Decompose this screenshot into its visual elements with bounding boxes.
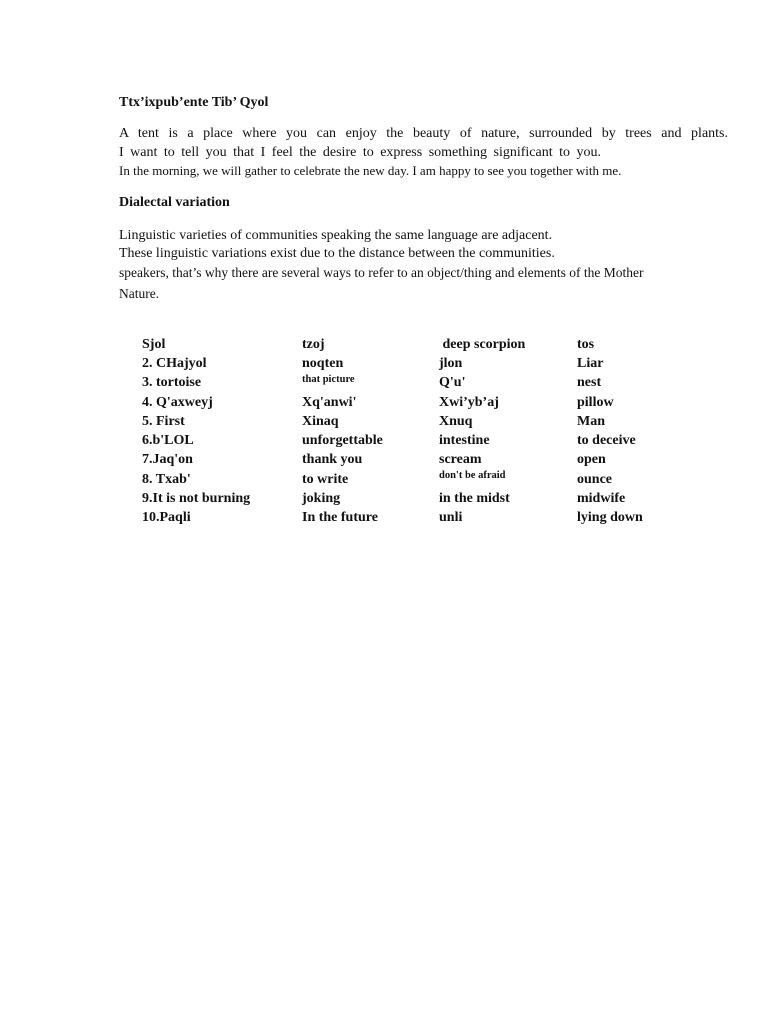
dialect-line-4: Nature. bbox=[119, 286, 160, 301]
table-cell: 10.Paqli bbox=[142, 510, 191, 526]
table-cell: Sjol bbox=[142, 336, 166, 352]
table-cell: noqten bbox=[302, 355, 344, 371]
table-cell: don't be afraid bbox=[439, 470, 506, 482]
table-cell: tzoj bbox=[302, 336, 325, 352]
table-cell: 5. First bbox=[142, 413, 185, 429]
table-cell: 4. Q'axweyj bbox=[142, 394, 213, 410]
table-cell: to write bbox=[302, 471, 349, 487]
table-cell: 3. tortoise bbox=[142, 375, 202, 391]
table-cell: jlon bbox=[439, 355, 463, 371]
table-cell: 6.b'LOL bbox=[142, 433, 194, 449]
table-row bbox=[142, 354, 697, 373]
table-cell: Xinaq bbox=[302, 413, 339, 429]
table-cell: Man bbox=[577, 413, 605, 429]
table-cell: Q'u' bbox=[439, 375, 466, 391]
table-row bbox=[142, 374, 697, 393]
table-cell: unforgettable bbox=[302, 433, 383, 449]
table-cell: to deceive bbox=[577, 433, 636, 449]
table-row bbox=[142, 431, 697, 450]
table-cell: 2. CHajyol bbox=[142, 355, 207, 371]
table-cell: In the future bbox=[302, 510, 378, 526]
table-row bbox=[142, 451, 697, 470]
table-cell: open bbox=[577, 452, 606, 468]
dialect-line-1: Linguistic varieties of communities speaking the same language are adjacent. bbox=[119, 228, 553, 243]
table-row bbox=[142, 393, 697, 412]
table-row bbox=[142, 412, 697, 431]
table-row bbox=[142, 470, 697, 489]
vocabulary-table bbox=[142, 335, 697, 528]
table-cell: deep scorpion bbox=[439, 336, 526, 352]
table-cell: joking bbox=[302, 491, 341, 507]
table-cell: Xwi’yb’aj bbox=[439, 394, 499, 410]
table-cell: midwife bbox=[577, 491, 626, 507]
table-cell: Xq'anwi' bbox=[302, 394, 357, 410]
intro-paragraph bbox=[119, 124, 728, 180]
table-cell: nest bbox=[577, 375, 602, 391]
table-cell: tos bbox=[577, 336, 595, 352]
table-cell: 8. Txab' bbox=[142, 471, 191, 487]
table-cell: intestine bbox=[439, 433, 490, 449]
intro-line-3: In the morning, we will gather to celebrate the new day. I am happy to see you together with me. bbox=[119, 163, 622, 178]
intro-line-2: I want to tell you that I feel the desire to express something significant to you. bbox=[119, 145, 602, 160]
table-row bbox=[142, 335, 697, 354]
table-cell: unli bbox=[439, 510, 463, 526]
dialect-line-3: speakers, that’s why there are several ways to refer to an object/thing and elements of the Mother bbox=[119, 265, 644, 280]
table-cell: in the midst bbox=[439, 491, 510, 507]
table-cell: pillow bbox=[577, 394, 614, 410]
intro-line-1: A tent is a place where you can enjoy the beauty of nature, surrounded by trees and plants. bbox=[119, 126, 728, 141]
dialect-line-2: These linguistic variations exist due to the distance between the communities. bbox=[119, 246, 555, 261]
dialect-paragraph bbox=[119, 227, 728, 304]
table-row bbox=[142, 509, 697, 528]
table-cell: that picture bbox=[302, 373, 355, 385]
table-cell: Xnuq bbox=[439, 413, 473, 429]
table-cell: ounce bbox=[577, 471, 612, 487]
section-heading: Dialectal variation bbox=[119, 195, 230, 210]
table-cell: Liar bbox=[577, 355, 604, 371]
table-cell: 9.It is not burning bbox=[142, 491, 251, 507]
table-cell: thank you bbox=[302, 452, 363, 468]
table-cell: lying down bbox=[577, 510, 643, 526]
table-cell: 7.Jaq'on bbox=[142, 452, 193, 468]
document-title: Ttx’ixpub’ente Tib’ Qyol bbox=[119, 95, 269, 110]
table-row bbox=[142, 489, 697, 508]
table-cell: scream bbox=[439, 452, 482, 468]
